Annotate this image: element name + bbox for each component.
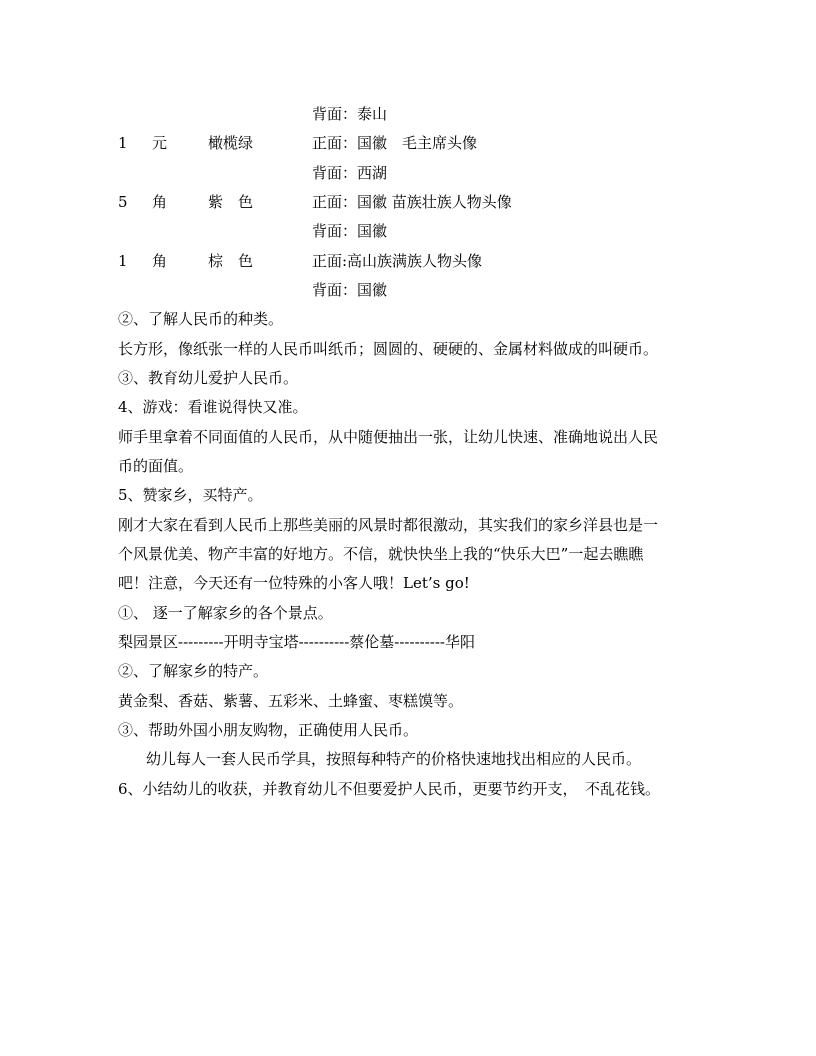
section-heading: ②、了解家乡的特产。 [118,662,269,680]
paragraph-line: 黄金梨、香菇、紫薯、五彩米、土蜂蜜、枣糕馍等。 [118,692,464,710]
table-cell-description: 背面：国徽 [312,281,388,299]
table-cell-description: 正面:高山族满族人物头像 [312,252,483,270]
table-cell-description: 背面：西湖 [312,164,388,182]
table-cell-color: 棕 色 [208,252,254,270]
paragraph-line: 币的面值。 [118,457,194,475]
section-heading: 5、赞家乡，买特产。 [118,486,263,504]
section-heading: ②、了解人民币的种类。 [118,310,284,328]
paragraph-line: 师手里拿着不同面值的人民币，从中随便抽出一张，让幼儿快速、准确地说出人民 [118,428,659,446]
table-row [118,220,718,242]
table-cell-color: 紫 色 [208,193,254,211]
paragraph-line: 吧！注意，今天还有一位特殊的小客人哦！Let’s go! [118,574,470,592]
paragraph-line: 梨园景区---------开明寺宝塔----------蔡伦墓----------华阳 [118,633,475,651]
table-row [118,250,718,272]
table-cell-description: 背面：泰山 [312,105,388,123]
paragraph-line: 个风景优美、物产丰富的好地方。不信，就快快坐上我的“快乐大巴”一起去瞧瞧 [118,545,644,563]
table-cell-denomination: 1 [118,134,128,152]
table-row [118,162,718,184]
table-cell-unit: 角 [152,252,168,270]
paragraph-line: 长方形，像纸张一样的人民币叫纸币；圆圆的、硬硬的、金属材料做成的叫硬币。 [118,340,659,358]
table-cell-color: 橄榄绿 [208,134,254,152]
table-cell-description: 正面：国徽 苗族壮族人物头像 [312,193,512,211]
section-heading: 4、游戏：看谁说得快又准。 [118,398,308,416]
table-cell-unit: 元 [152,134,168,152]
section-heading: ③、教育幼儿爱护人民币。 [118,369,299,387]
table-row [118,279,718,301]
paragraph-line: 幼儿每人一套人民币学具，按照每种特产的价格快速地找出相应的人民币。 [146,750,642,768]
table-cell-denomination: 5 [118,193,128,211]
table-row [118,103,718,125]
section-heading: 6、小结幼儿的收获，并教育幼儿不但要爱护人民币，更要节约开支， 不乱花钱。 [118,780,661,798]
table-row [118,191,718,213]
table-row [118,132,718,154]
paragraph-line: 刚才大家在看到人民币上那些美丽的风景时都很激动，其实我们的家乡洋县也是一 [118,516,659,534]
table-cell-unit: 角 [152,193,168,211]
section-heading: ①、 逐一了解家乡的各个景点。 [118,604,333,622]
table-cell-description: 背面：国徽 [312,222,388,240]
table-cell-denomination: 1 [118,252,128,270]
table-cell-description: 正面：国徽 毛主席头像 [312,134,478,152]
section-heading: ③、帮助外国小朋友购物，正确使用人民币。 [118,721,419,739]
